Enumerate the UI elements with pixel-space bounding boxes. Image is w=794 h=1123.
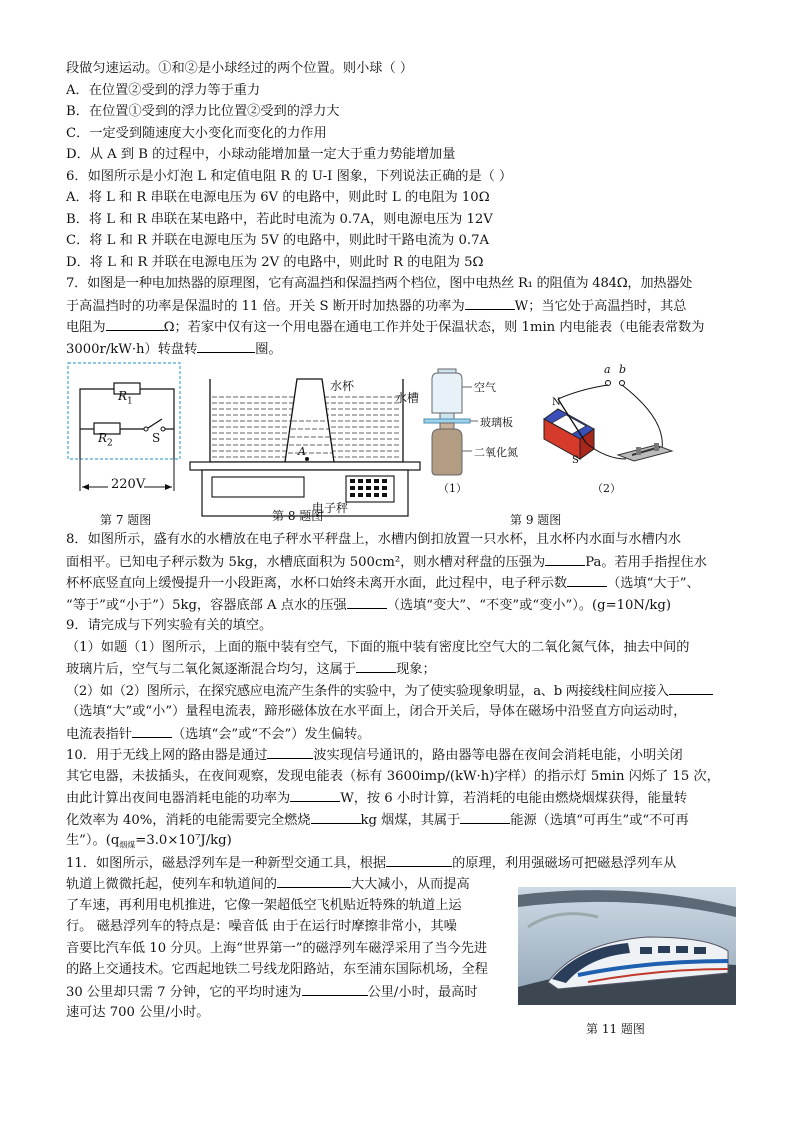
answer-blank[interactable] xyxy=(347,594,387,609)
fig7-circuit xyxy=(68,363,180,493)
q5-option-b: B．在位置①受到的浮力比位置②受到的浮力大 xyxy=(66,104,340,119)
q8-line-3: 杯杯底竖直向上缓慢提升一小段距离，水杯口始终未离开水面，此过程中，电子秤示数 （选填“大于”、 xyxy=(66,572,734,594)
answer-blank[interactable] xyxy=(290,787,340,802)
fig9-label-air: 空气 xyxy=(474,381,496,394)
q7-line-3: 电阻为 Ω；若家中仅有这一个用电器在通电工作并处于保温状态，则 1min 内电能表（电能表常数为 xyxy=(66,316,734,338)
figures-row xyxy=(66,359,734,529)
q11-line-4: 行。 磁悬浮列车的特点是：噪音低 由于在运行时摩擦非常小，其噪 xyxy=(66,919,457,934)
answer-blank[interactable] xyxy=(197,338,255,353)
q8-line-4: “等于”或“小于”）5kg，容器底部 A 点水的压强 （选填“变大”、“不变”或“变小”）。(g=10N/kg) xyxy=(66,594,734,616)
figures-svg xyxy=(66,359,734,529)
q5-option-a: A．在位置②受到的浮力等于重力 xyxy=(66,82,261,98)
fig9-label-no2: 二氧化氮 xyxy=(474,446,518,459)
answer-blank[interactable] xyxy=(669,680,713,695)
q6-option-d: D．将 L 和 R 并联在电源电压为 2V 的电路中，则此时 R 的电阻为 5Ω xyxy=(66,254,484,270)
fig9-label-part1: （1） xyxy=(438,482,467,495)
fig11-caption: 第 11 题图 xyxy=(586,1022,645,1036)
q11-line-1: 11．如图所示，磁悬浮列车是一种新型交通工具，根据 的原理，利用强磁场可把磁悬浮列车从 xyxy=(66,852,734,874)
q5-option-c: C．一定受到随速度大小变化而变化的力作用 xyxy=(66,125,327,141)
q9-stem: 9．请完成与下列实验有关的填空。 xyxy=(66,618,273,633)
q5-tail: 段做匀速运动。①和②是小球经过的两个位置。则小球（ ） xyxy=(66,61,414,76)
switch-s xyxy=(148,419,162,428)
q7-line-4: 3000r/kW·h）转盘转 圈。 xyxy=(66,338,734,360)
fig9-gas-bottles xyxy=(424,369,478,475)
q6-option-c: C．将 L 和 R 并联在电源电压为 5V 的电路中，则此时干路电流为 0.7A xyxy=(66,233,490,248)
fig9-caption: 第 9 题图 xyxy=(510,513,562,527)
q10-line-4: 化效率为 40%，消耗的电能需要完全燃烧 kg 烟煤，其属于 能源（选填“可再生”或“不可再 xyxy=(66,809,734,831)
q7-line-2: 于高温挡时的功率是保温时的 11 倍。开关 S 断开时加热器的功率为 W；当它处于高温挡时，其总 xyxy=(66,295,734,317)
q9-part2-line1: （2）如（2）图所示，在探究感应电流产生条件的实验中，为了使实验现象明显，a、b 两接线柱间应接入 xyxy=(66,680,734,702)
answer-blank[interactable] xyxy=(106,316,164,331)
fig9-label-n: N xyxy=(552,397,561,408)
fig8-label-cup: 水杯 xyxy=(330,379,355,393)
answer-blank[interactable] xyxy=(356,658,396,673)
fig7-label-s: S xyxy=(152,431,161,445)
q11-line-2: 轨道上微微托起，使列车和轨道间的 大大减小，从而提高 xyxy=(66,873,734,895)
q9-part1-line2: 玻璃片后，空气与二氧化氮逐渐混合均匀，这属于 现象； xyxy=(66,658,734,680)
answer-blank[interactable] xyxy=(386,852,452,867)
fig9-label-glass: 玻璃板 xyxy=(480,416,513,429)
q9-part1-line1: （1）如题（1）图所示，上面的瓶中装有空气，下面的瓶中装有密度比空气大的二氧化氮气体，抽去中间的 xyxy=(66,639,690,655)
q6-option-a: A．将 L 和 R 串联在电源电压为 6V 的电路中，则此时 L 的电阻为 10Ω xyxy=(66,190,490,205)
answer-blank[interactable] xyxy=(460,809,510,824)
answer-blank[interactable] xyxy=(267,744,313,759)
q11-line-5: 音要比汽车低 10 分贝。上海“世界第一”的磁浮列车磁浮采用了当今先进 xyxy=(66,940,488,956)
q10-line-1: 10．用于无线上网的路由器是通过 波实现信号通讯的，路由器等电器在夜间会消耗电能，小明关闭 xyxy=(66,744,734,766)
answer-blank[interactable] xyxy=(465,295,515,310)
page xyxy=(66,58,734,1036)
q9-part2-line2: （选填“大”或“小”）量程电流表，蹄形磁体放在水平面上，闭合开关后，导体在磁场中沿竖直方向运动时， xyxy=(66,704,687,719)
answer-blank[interactable] xyxy=(545,551,585,566)
fig9-label-part2: （2） xyxy=(592,482,621,495)
maglev-train-image xyxy=(518,887,736,1005)
fig8-label-tank: 水槽 xyxy=(395,391,420,405)
fig7-label-r2: $R_2$ xyxy=(98,431,113,449)
fig7-label-r1: $R_1$ xyxy=(118,389,133,407)
q11-line-3: 了车速，再利用电机推进，它像一架超低空飞机贴近特殊的轨道上运 xyxy=(66,897,462,913)
fig8-label-a: A xyxy=(298,445,306,458)
inverted-cup xyxy=(285,379,334,462)
q8-line-2: 面相平。已知电子秤示数为 5kg，水槽底面积为 500cm²，则水槽对秤盘的压强为 Pa。若用手指捏住水 xyxy=(66,551,734,573)
q11-line-8: 速可达 700 公里/小时。 xyxy=(66,1005,210,1020)
answer-blank[interactable] xyxy=(277,873,351,888)
answer-blank[interactable] xyxy=(311,809,361,824)
fig9-magnet-apparatus xyxy=(544,381,672,462)
q11-line-7: 30 公里却只需 7 分钟，它的平均时速为 公里/小时，最高时 xyxy=(66,981,734,1003)
fig9-label-a: a xyxy=(604,363,611,376)
q6-stem: 6．如图所示是小灯泡 L 和定值电阻 R 的 U-I 图象，下列说法正确的是（ ） xyxy=(66,168,513,184)
q10-line-2: 其它电器，未拔插头，在夜间观察，发现电能表（标有 3600imp/(kW·h)字样）的指示灯 5min 闪烁了 15 次， xyxy=(66,768,720,784)
glass-plate xyxy=(424,419,470,423)
fig8-label-scale: 电子秤 xyxy=(312,501,349,515)
answer-blank[interactable] xyxy=(567,572,607,587)
fig7-caption: 第 7 题图 xyxy=(100,513,152,527)
answer-blank[interactable] xyxy=(302,981,368,996)
fig9-label-b: b xyxy=(619,363,627,376)
q5-option-d: D．从 A 到 B 的过程中，小球动能增加量一定大于重力势能增加量 xyxy=(66,147,456,162)
fig9-label-s: S xyxy=(572,455,579,466)
fig7-voltage: 220V xyxy=(111,477,146,492)
q7-line-1: 7．如图是一种电加热器的原理图，它有高温挡和保温挡两个档位，图中电热丝 R₁ 的阻值为 484Ω，加热器处 xyxy=(66,276,693,291)
q11-line-6: 的路上交通技术。它西起地铁二号线龙阳路站，东至浦东国际机场，全程 xyxy=(66,962,488,977)
q9-part2-line3: 电流表指针 （选填“会”或“不会”）发生偏转。 xyxy=(66,723,734,745)
q6-option-b: B．将 L 和 R 串联在某电路中，若此时电流为 0.7A，则电源电压为 12V xyxy=(66,211,493,227)
q10-line-3: 由此计算出夜间电器消耗电能的功率为 W，按 6 小时计算，若消耗的电能由燃烧烟煤获得，能量转 xyxy=(66,787,734,809)
fig8-caption: 第 8 题图 xyxy=(272,509,324,523)
q10-line-5: 生”）。$(q_{烟煤}=3.0\times 10^7J/kg)$ xyxy=(66,833,232,850)
answer-blank[interactable] xyxy=(132,723,172,738)
q8-line-1: 8．如图所示，盛有水的水槽放在电子秤水平秤盘上，水槽内倒扣放置一只水杯，且水杯内水面与水槽内水 xyxy=(66,532,682,547)
